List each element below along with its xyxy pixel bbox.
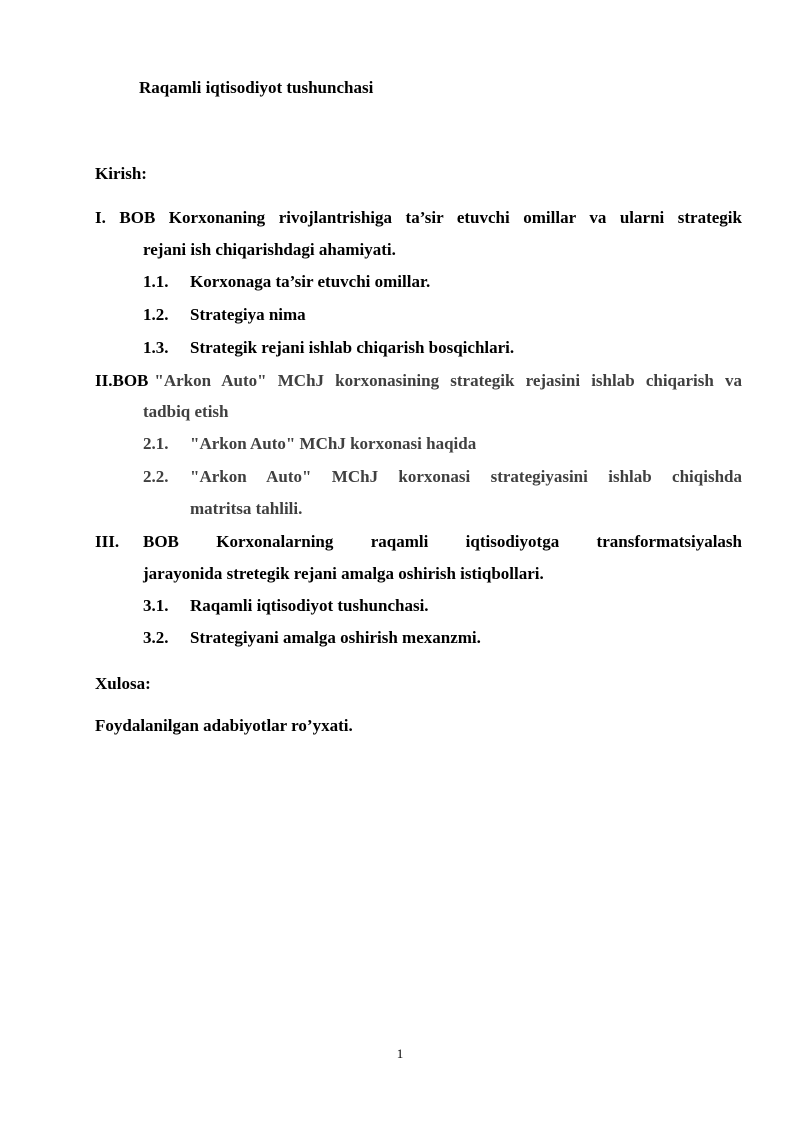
chapter3-word: BOB bbox=[143, 532, 179, 551]
chapter2-title-line1 bbox=[95, 371, 742, 391]
conclusion-heading: Xulosa: bbox=[95, 674, 151, 693]
chapter3-word: transformatsiyalash bbox=[596, 532, 742, 551]
toc-item-text: Strategiya nima bbox=[190, 305, 306, 324]
toc-item-number: 2.1. bbox=[143, 434, 169, 453]
toc-item-number: 1.1. bbox=[143, 272, 169, 291]
toc-item-number: 1.2. bbox=[143, 305, 169, 324]
chapter2-prefix: II.BOB bbox=[95, 371, 149, 390]
toc-item-number: 1.3. bbox=[143, 338, 169, 357]
toc-item-text-continued: matritsa tahlili. bbox=[190, 499, 303, 518]
chapter1-title-line1: I. BOB Korxonaning rivojlantrishiga ta’sir etuvchi omillar va ularni strategik bbox=[95, 208, 742, 227]
toc-item-text: "Arkon Auto" MChJ korxonasi haqida bbox=[190, 434, 477, 453]
toc-item-number: 2.2. bbox=[143, 467, 169, 486]
chapter3-word: iqtisodiyotga bbox=[465, 532, 560, 551]
toc-item-number: 3.2. bbox=[143, 628, 169, 647]
toc-item-text: Korxonaga ta’sir etuvchi omillar. bbox=[190, 272, 431, 291]
chapter1-title-line2: rejani ish chiqarishdagi ahamiyati. bbox=[143, 240, 396, 259]
chapter2-title-line2: tadbiq etish bbox=[143, 402, 229, 421]
chapter3-prefix: III. bbox=[95, 532, 120, 551]
chapter3-word: raqamli bbox=[370, 532, 429, 551]
page-number: 1 bbox=[396, 1046, 404, 1061]
toc-item-text: Strategiyani amalga oshirish mexanzmi. bbox=[190, 628, 481, 647]
toc-item-text: Raqamli iqtisodiyot tushunchasi. bbox=[190, 596, 429, 615]
toc-item-text: Strategik rejani ishlab chiqarish bosqichlari. bbox=[190, 338, 515, 357]
references-heading: Foydalanilgan adabiyotlar ro’yxati. bbox=[95, 716, 353, 735]
toc-item-number: 3.1. bbox=[143, 596, 169, 615]
chapter3-title-line2: jarayonida stretegik rejani amalga oshirish istiqbollari. bbox=[143, 564, 544, 583]
intro-heading: Kirish: bbox=[95, 164, 147, 183]
chapter3-word: Korxonalarning bbox=[216, 532, 334, 551]
chapter3-title-line1 bbox=[143, 532, 742, 552]
toc-item-text: "Arkon Auto" MChJ korxonasi strategiyasini ishlab chiqishda bbox=[190, 467, 742, 486]
chapter2-title-text: "Arkon Auto" MChJ korxonasining strategik rejasini ishlab chiqarish va bbox=[154, 371, 742, 390]
document-title: Raqamli iqtisodiyot tushunchasi bbox=[139, 78, 374, 97]
